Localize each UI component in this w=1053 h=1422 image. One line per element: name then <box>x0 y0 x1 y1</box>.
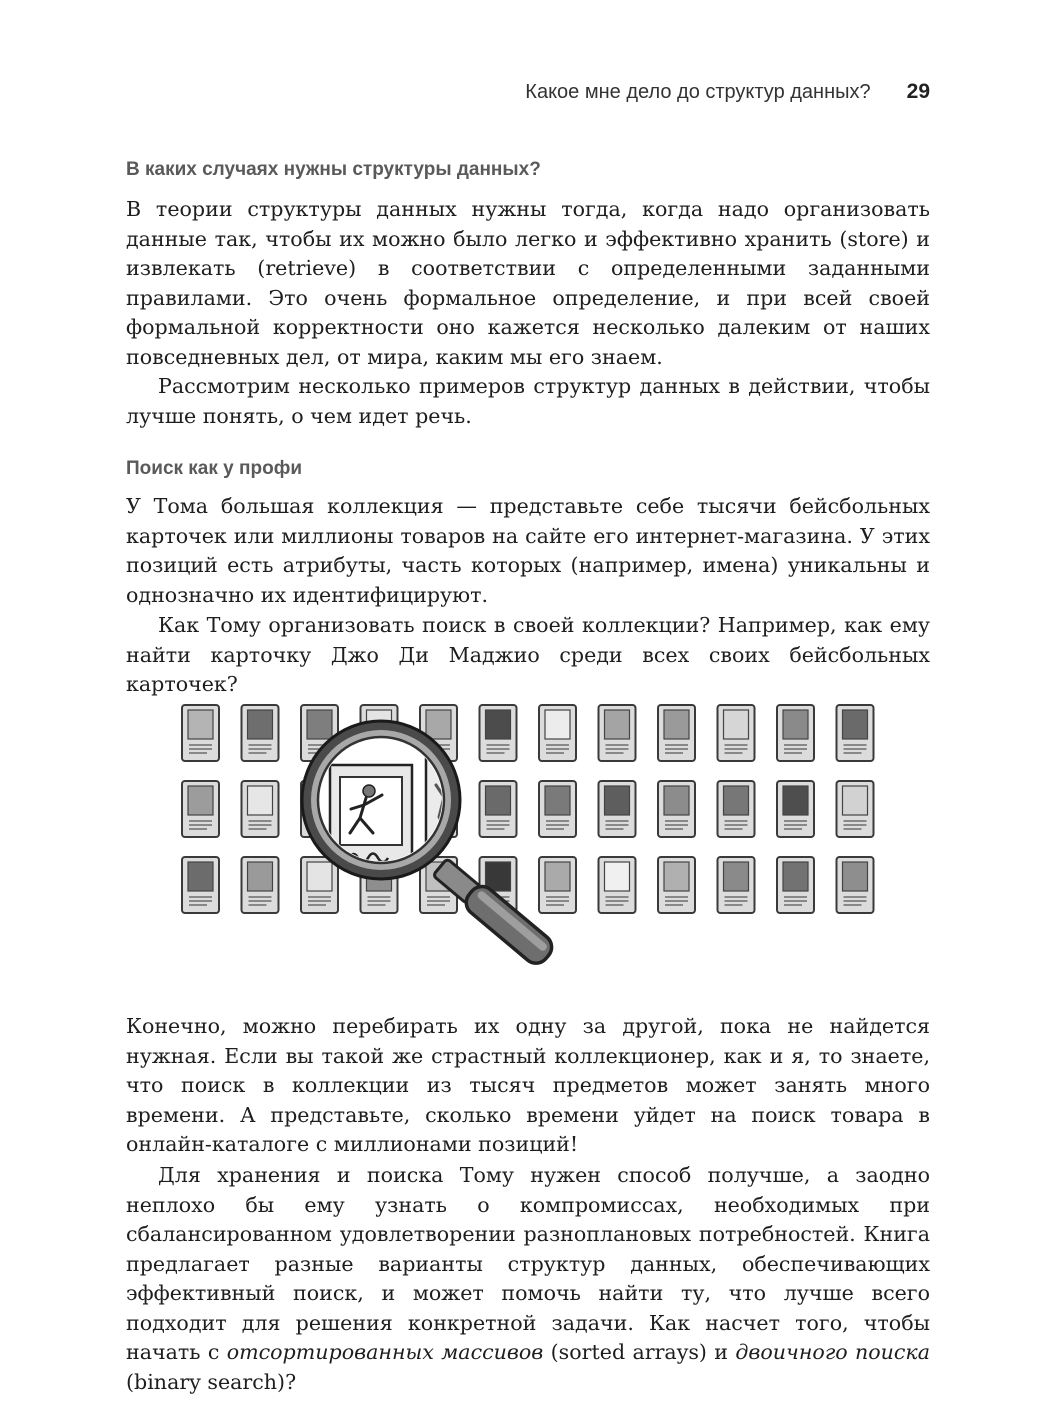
paragraph-examples: Рассмотрим несколько примеров структур данных в действии, чтобы лучше понять, о чем идет речь. <box>126 374 930 428</box>
baseball-card-icon <box>777 781 814 837</box>
baseball-card-icon <box>539 705 576 761</box>
baseball-card-icon <box>718 781 755 837</box>
page-number: 29 <box>906 80 930 103</box>
baseball-card-icon <box>718 857 755 913</box>
baseball-card-icon <box>539 781 576 837</box>
baseball-card-icon <box>539 857 576 913</box>
baseball-card-icon <box>242 781 279 837</box>
baseball-card-icon <box>837 857 874 913</box>
paragraph-collection: У Тома большая коллекция — представьте себе тысячи бейсбольных карточек или миллионы товаров на сайте его интернет-магазина. У этих позиций есть атрибуты, часть которых (например, имена) уникальны и однозначно их идентифицируют. <box>126 494 930 607</box>
running-header <box>126 80 930 112</box>
term-binary-search: двоичного поиска <box>735 1340 930 1364</box>
baseball-card-icon <box>182 705 219 761</box>
baseball-card-icon <box>480 705 517 761</box>
paragraph-better-way-text-1: Для хранения и поиска Тому нужен способ получше, а заодно неплохо бы ему узнать о компромиссах, необходимых при сбалансированном удовлетворении разноплановых потребностей. Книга предлагает разные варианты структур данных, обеспечивающих эффективный поиск, и может помочь найти ту, что лучше всего подходит для решения конкретной задачи. Как насчет того, чтобы начать с <box>126 1163 930 1364</box>
baseball-card-icon <box>777 857 814 913</box>
paragraph-one-by-one: Конечно, можно перебирать их одну за другой, пока не найдется нужная. Если вы такой же страстный коллекционер, как и я, то знаете, что поиск в коллекции из тысяч предметов может занять много времени. А представьте, сколько времени уйдет на поиск товара в онлайн-каталоге с миллионами позиций! <box>126 1014 930 1156</box>
paragraph-definition: В теории структуры данных нужны тогда, когда надо организовать данные так, чтобы их можно было легко и эффективно хранить (store) и извлекать (retrieve) в соответствии с определенными заданными правилами. Это очень формальное определение, и при всей своей формальной корректности оно кажется несколько далеким от наших повседневных дел, от мира, каким мы его знаем. <box>126 197 930 369</box>
baseball-card-icon <box>242 705 279 761</box>
baseball-card-icon <box>182 857 219 913</box>
paragraph-better-way-text-3: (binary search)? <box>126 1369 297 1394</box>
running-header-title: Какое мне дело до структур данных? <box>525 81 871 103</box>
baseball-card-icon <box>182 781 219 837</box>
baseball-card-icon <box>777 705 814 761</box>
paragraph-question: Как Тому организовать поиск в своей коллекции? Например, как ему найти карточку Джо Ди Маджио среди всех своих бейсбольных карточек? <box>126 613 930 696</box>
term-sorted-arrays: отсортированных массивов <box>226 1340 544 1364</box>
section-heading-when-needed: В каких случаях нужны структуры данных? <box>126 159 541 180</box>
baseball-card-icon <box>837 781 874 837</box>
baseball-card-icon <box>658 781 695 837</box>
baseball-card-icon <box>599 705 636 761</box>
section-heading-search: Поиск как у профи <box>126 458 303 479</box>
baseball-card-icon <box>599 781 636 837</box>
baseball-card-icon <box>301 857 338 913</box>
baseball-card-icon <box>480 781 517 837</box>
baseball-card-icon <box>658 705 695 761</box>
card-grid <box>182 705 874 913</box>
paragraph-better-way-text-2: (sorted arrays) и <box>543 1340 736 1364</box>
baseball-card-icon <box>242 857 279 913</box>
baseball-card-icon <box>718 705 755 761</box>
baseball-card-icon <box>599 857 636 913</box>
baseball-card-icon <box>658 857 695 913</box>
baseball-card-icon <box>837 705 874 761</box>
magnifying-glass-icon <box>302 721 557 968</box>
paragraph-better-way <box>126 1161 930 1397</box>
figure-card-search <box>170 695 885 985</box>
